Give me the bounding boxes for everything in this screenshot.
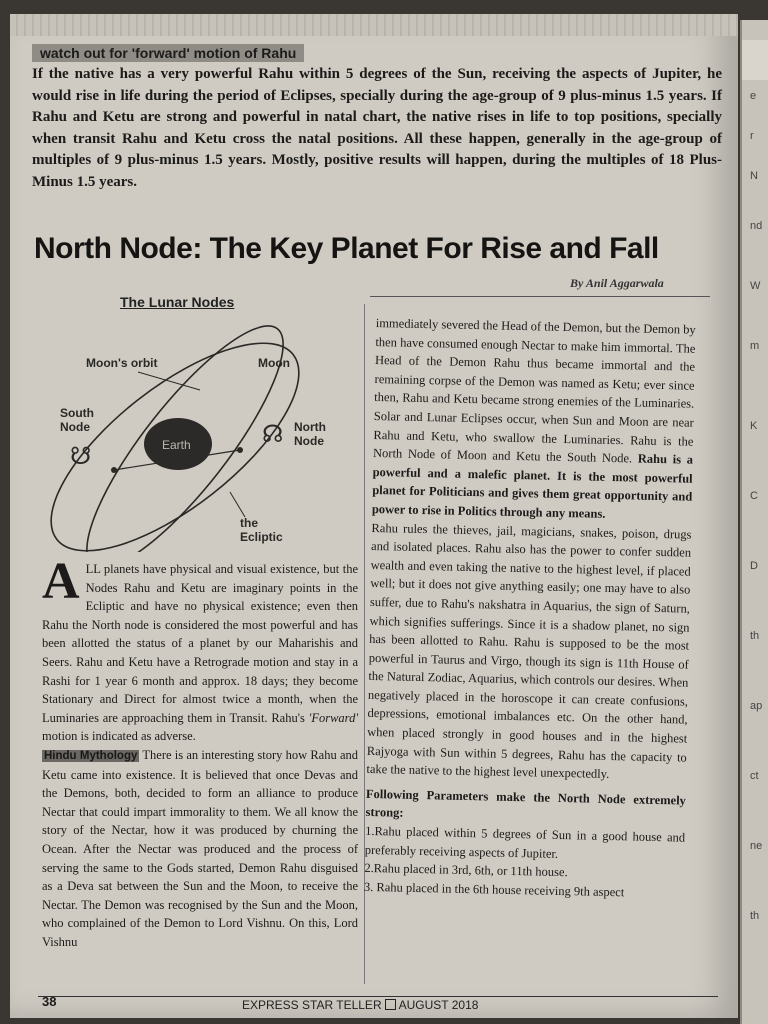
lunar-nodes-diagram <box>50 292 360 552</box>
next-page-letter: ap <box>750 700 763 712</box>
south-node-point <box>111 467 117 473</box>
sidebar-heading: watch out for 'forward' motion of Rahu <box>32 44 304 62</box>
north-node-label: North Node <box>294 420 326 448</box>
issue-date: AUGUST 2018 <box>398 998 479 1012</box>
separator-box <box>385 999 396 1010</box>
magazine-page <box>10 14 738 1018</box>
next-page-letter: th <box>750 910 760 922</box>
north-node-symbol: ☊ <box>262 421 284 448</box>
moons-orbit-pointer <box>138 372 200 390</box>
next-page-letter: th <box>750 630 760 642</box>
next-page-letter: ct <box>750 770 759 782</box>
right-column <box>364 314 696 903</box>
next-page-letter: N <box>750 170 758 182</box>
right-para-2: Rahu rules the thieves, jail, magicians, snakes, poison, drugs and isolated places. Rahu also has the power to confer sudden wealth and even taking the native to the highest level, if placed well; but it does not give anything easily; one may have to also suffer, due to Rahu's nakshatra in Aquarius, the sign of Saturn, which signifies sufferings. Since it is a shadow planet, no sign has been allotted to Rahu. Rahu is supposed to be the most powerful in Taurus and Virgo, though its sign is 11th House of the Natural Zodiac, Aquarius, which controls our desires. When negatively placed in the horoscope it can create confusions, depressions, emotional imbalances etc. On the other hand, when placed strongly in good houses and in the highest Rajyoga with Sun within 5 degrees, Rahu has the capacity to take the native to the highest level unexpectedly. <box>366 520 692 782</box>
next-page-letter: r <box>750 130 754 142</box>
diagram-title: The Lunar Nodes <box>120 294 235 310</box>
hindu-mythology-tag: Hindu Mythology <box>44 749 138 762</box>
ecliptic-label: the Ecliptic <box>240 516 283 544</box>
magazine-name: EXPRESS STAR TELLER <box>242 998 382 1012</box>
parameter-item: 2.Rahu placed in 3rd, 6th, or 11th house. <box>364 861 568 880</box>
top-pattern-strip <box>10 14 738 36</box>
parameter-item: 3. Rahu placed in the 6th house receiving 9th aspect <box>363 879 625 900</box>
drop-cap: A <box>42 553 80 610</box>
intro-paragraph: If the native has a very powerful Rahu within 5 degrees of the Sun, receiving the aspects of Jupiter, he would rise in life during the period of Eclipses, specially during the age-group of 9 plus-minus 1.5 years. If Rahu and Ketu are strong and powerful in natal chart, the native rises in life to top positions, specially when transit Rahu and Ketu cross the natal positions. All these happen, generally in the age-group of multiples of 9 plus-minus 1.5 years. Mostly, positive results will happen, during the multiples of 18 Plus-Minus 1.5 years. <box>32 66 722 190</box>
forward-word: 'Forward' <box>308 710 359 725</box>
article-headline: North Node: The Key Planet For Rise and Fall <box>34 232 659 265</box>
next-page-letter: D <box>750 560 758 572</box>
south-node-label: South Node <box>60 406 94 434</box>
north-node-point <box>237 447 243 453</box>
next-page-edge <box>740 20 768 1024</box>
next-page-letter: ne <box>750 840 763 852</box>
page-number: 38 <box>42 994 57 1009</box>
byline-rule <box>370 296 710 297</box>
ecliptic-pointer <box>230 492 245 517</box>
parameters-heading: Following Parameters make the North Node extremely strong: <box>365 786 687 821</box>
next-page-letter: nd <box>750 220 763 232</box>
footer-publication <box>242 998 478 1012</box>
byline: By Anil Aggarwala <box>570 276 664 290</box>
next-page-letter: K <box>750 420 758 432</box>
earth-label: Earth <box>162 438 191 452</box>
moon-label: Moon <box>258 356 290 370</box>
next-page-letter: e <box>750 90 757 102</box>
next-page-letter: C <box>750 490 758 502</box>
left-para-2: There is an interesting story how Rahu and Ketu came into existence. It is believed that once Devas and the Demons, both, decided to form an alliance to produce Nectar that could impart immorality to them. We all know the story of the Nectar, how it was produced by churning the Ocean. After the Nectar was produced and the process of serving the same to the Gods started, Demon Rahu disguised as a Deva sat between the Sun and the Moon, to receive the Nectar. The Demon was recognised by the Sun and the Moon, who complained of the Demon to Lord Vishnu. On this, Lord Vishnu <box>42 747 359 949</box>
right-para-1: immediately severed the Head of the Demon, but the Demon by then have consumed enough Nectar to make him immortal. The Head of the Demon Rahu thus became immortal and the remaining corpse of the Demon was named as Ketu; ever since then, Rahu and Ketu became strong enemies of the Luminaries. Solar and Lunar Eclipses occur, when Sun and Moon are near Rahu and Ketu, who swallow the Luminaries. Rahu is the North Node of Moon and Ketu the South Node. <box>372 315 696 466</box>
next-page-letter: m <box>750 340 760 352</box>
left-column <box>42 553 359 951</box>
left-para-1: LL planets have physical and visual existence, but the Nodes Rahu and Ketu are imaginary points in the Ecliptic and have no physical existence; even then Rahu the North node is considered the most powerful and has been allotted the status of a planet by our Maharishis and Seers. Rahu and Ketu have a Retrograde motion and stay in a Rashi for 1 year 6 month and approx. 18 days; they become Stationary and Direct for almost twice a month, when the Luminaries are approaching them in Transit. Rahu's <box>42 562 358 725</box>
south-node-symbol: ☋ <box>70 443 92 470</box>
next-page-letter: W <box>750 280 761 292</box>
footer-rule <box>38 996 718 997</box>
parameter-item: 1.Rahu placed within 5 degrees of Sun in a good house and preferably receiving aspects of Jupiter. <box>364 823 686 861</box>
moons-orbit-label: Moon's orbit <box>86 356 158 370</box>
right-bold-statement: Rahu is a powerful and a malefic planet. It is the most powerful planet for Politicians and gives them great opportunity and power to rise in Politics through any means. <box>371 451 694 521</box>
next-page-heading-bar <box>742 40 768 80</box>
left-para-1-end: motion is indicated as adverse. <box>42 729 196 744</box>
